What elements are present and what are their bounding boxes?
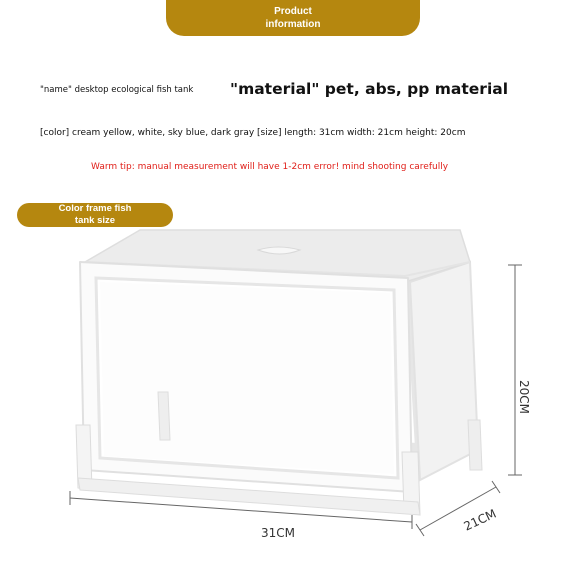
material-spec: "material" pet, abs, pp material: [230, 80, 509, 98]
width-dimension-label: 21CM: [461, 506, 499, 534]
color-size-spec: [color] cream yellow, white, sky blue, dark gray [size] length: 31cm width: 21cm height: 20cm: [40, 128, 466, 138]
name-spec: "name" desktop ecological fish tank: [40, 85, 194, 95]
warm-tip: Warm tip: manual measurement will have 1-2cm error! mind shooting carefully: [91, 162, 449, 172]
height-dimension-label: 20CM: [517, 380, 531, 415]
badge-label: Product information: [265, 6, 321, 30]
badge-label: Color frame fish tank size: [58, 203, 132, 226]
length-dimension-label: 31CM: [261, 526, 296, 540]
